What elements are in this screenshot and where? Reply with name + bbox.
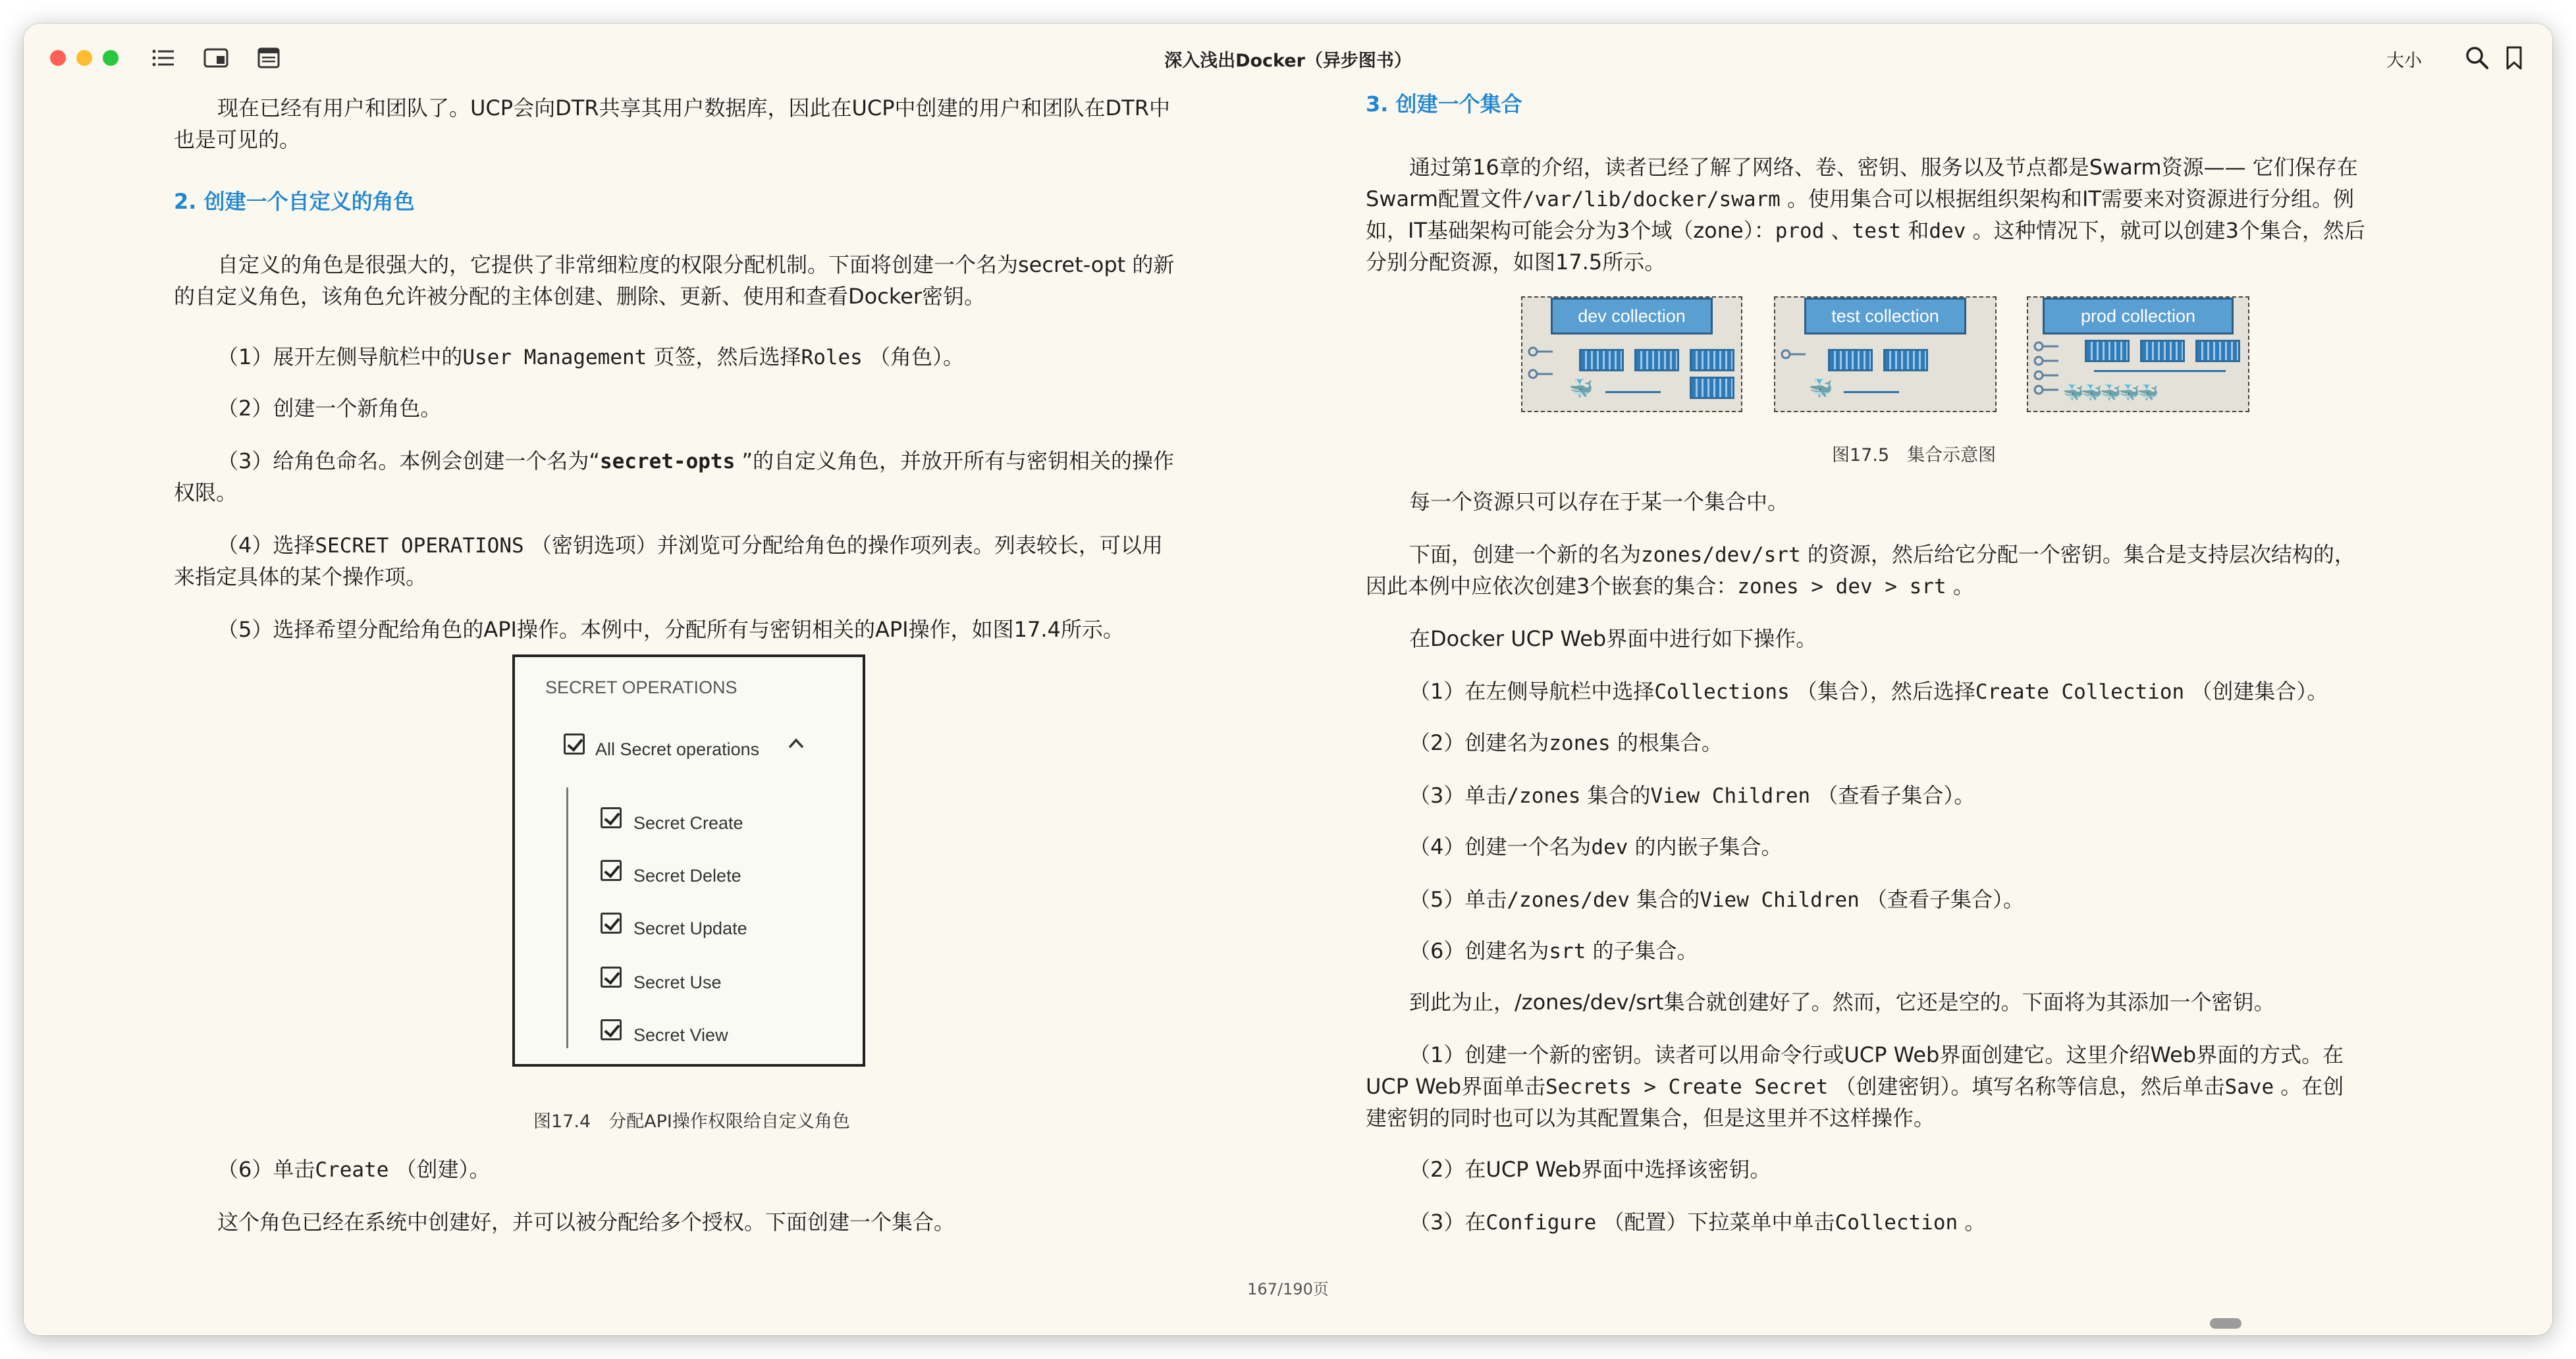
docker-whale-icon: 🐳 — [1569, 377, 1594, 400]
step-item: （1）创建一个新的密钥。读者可以用命令行或UCP Web界面创建它。这里介绍Web界面的方式。在 — [1409, 1042, 2344, 1067]
container-icon — [1883, 349, 1928, 371]
paragraph: 每一个资源只可以存在于某一个集合中。 — [1409, 489, 1789, 514]
key-icon — [1528, 346, 1554, 357]
checkbox-icon — [601, 860, 622, 881]
checkbox-label: Secret Use — [633, 973, 722, 992]
checkbox-icon — [601, 967, 622, 988]
paragraph: UCP Web界面单击Secrets > Create Secret （创建密钥）。填写名称等信息，然后单击Save 。在创 — [1366, 1074, 2344, 1099]
bookmark-icon[interactable] — [2501, 46, 2527, 70]
figure-caption: 图17.4 分配API操作权限给自定义角色 — [533, 1111, 850, 1132]
container-icon — [2140, 340, 2185, 362]
step-item: （1）在左侧导航栏中选择Collections （集合），然后选择Create Collection （创建集合）。 — [1409, 679, 2328, 704]
key-icon — [2033, 370, 2060, 381]
paragraph: 在Docker UCP Web界面中进行如下操作。 — [1409, 626, 1817, 651]
paragraph: 自定义的角色是很强大的，它提供了非常细粒度的权限分配机制。下面将创建一个名为secret-opt 的新 — [217, 252, 1175, 277]
docker-whale-icon: 🐳🐳🐳🐳🐳 — [2062, 383, 2156, 403]
step-item: （6）单击Create （创建）。 — [217, 1157, 491, 1182]
key-icon — [1781, 349, 1807, 360]
paragraph: 下面，创建一个新的名为zones/dev/srt 的资源，然后给它分配一个密钥。集合是支持层次结构的， — [1409, 542, 2355, 567]
paragraph: 因此本例中应依次创建3个嵌套的集合：zones > dev > srt 。 — [1366, 573, 1974, 599]
checkbox-label: All Secret operations — [595, 739, 760, 759]
paragraph: 如，IT基础架构可能会分为3个域（zone）：prod 、test 和dev 。这种情况下，就可以创建3个集合，然后 — [1366, 218, 2365, 243]
step-item: （5）选择希望分配给角色的API操作。本例中，分配所有与密钥相关的API操作，如图17.4所示。 — [217, 617, 1124, 642]
step-item: （4）选择SECRET OPERATIONS （密钥选项）并浏览可分配给角色的操作项列表。列表较长，可以用 — [217, 533, 1163, 558]
step-item: （4）创建一个名为dev 的内嵌子集合。 — [1409, 834, 1783, 859]
container-icon — [2085, 340, 2130, 362]
paragraph: 现在已经有用户和团队了。UCP会向DTR共享其用户数据库，因此在UCP中创建的用户和团队在DTR中 — [217, 95, 1170, 120]
step-item: （3）单击/zones 集合的View Children （查看子集合）。 — [1409, 783, 1975, 808]
step-item: （6）创建名为srt 的子集合。 — [1409, 938, 1698, 963]
prod-collection-box — [2027, 296, 2249, 412]
figure-title: SECRET OPERATIONS — [545, 678, 738, 697]
paragraph: 建密钥的同时也可以为其配置集合，但是这里并不这样操作。 — [1366, 1106, 1935, 1131]
figure-caption: 图17.5 集合示意图 — [1832, 445, 1997, 466]
container-icon — [1690, 377, 1734, 399]
step-item: （5）单击/zones/dev 集合的View Children （查看子集合）。 — [1409, 887, 2025, 912]
paragraph: 的自定义角色，该角色允许被分配的主体创建、删除、更新、使用和查看Docker密钥。 — [174, 284, 986, 309]
collection-title: test collection — [1804, 298, 1966, 334]
container-icon — [1690, 349, 1734, 371]
paragraph: 分别分配资源，如图17.5所示。 — [1366, 250, 1666, 275]
key-icon — [2033, 356, 2060, 366]
paragraph: 通过第16章的介绍，读者已经了解了网络、卷、密钥、服务以及节点都是Swarm资源—— 它们保存在 — [1409, 155, 2358, 180]
dev-collection-box — [1521, 296, 1742, 412]
checkbox-icon — [601, 1019, 622, 1040]
window-title: 深入浅出Docker（异步图书） — [1164, 51, 1412, 71]
container-icon — [2195, 340, 2240, 362]
network-icon — [1605, 391, 1661, 402]
step-item: （2）在UCP Web界面中选择该密钥。 — [1409, 1157, 1771, 1182]
title-bar — [24, 24, 2552, 92]
search-icon[interactable] — [2464, 46, 2490, 70]
key-icon — [1528, 369, 1554, 379]
section-heading: 3. 创建一个集合 — [1366, 92, 1522, 117]
font-size-button[interactable]: 大小 — [2386, 51, 2422, 71]
collection-title: prod collection — [2043, 298, 2234, 334]
checkbox-label: Secret Delete — [633, 866, 741, 886]
step-item: （2）创建一个新角色。 — [217, 396, 442, 421]
step-item: （3）给角色命名。本例会创建一个名为“secret-opts ”的自定义角色，并放开所有与密钥相关的操作 — [217, 448, 1175, 473]
container-icon — [1579, 349, 1624, 371]
scroll-indicator[interactable] — [2210, 1318, 2241, 1329]
container-icon — [1634, 349, 1679, 371]
docker-whale-icon: 🐳 — [1808, 377, 1833, 400]
paragraph: 来指定具体的某个操作项。 — [174, 564, 427, 589]
paragraph: 权限。 — [174, 480, 238, 505]
network-icon — [1844, 391, 1899, 402]
key-icon — [2033, 341, 2060, 352]
key-icon — [2033, 385, 2060, 395]
paragraph: 到此为止，/zones/dev/srt集合就创建好了。然而，它还是空的。下面将为其添加一个密钥。 — [1409, 990, 2275, 1015]
chevron-up-icon — [788, 737, 805, 749]
paragraph: 也是可见的。 — [174, 127, 301, 152]
network-icon — [2094, 370, 2226, 381]
test-collection-box — [1774, 296, 1997, 412]
section-heading: 2. 创建一个自定义的角色 — [174, 189, 415, 214]
tree-line — [566, 787, 568, 1048]
checkbox-icon — [601, 807, 622, 828]
collection-title: dev collection — [1551, 298, 1713, 334]
checkbox-label: Secret Update — [633, 919, 747, 938]
step-item: （2）创建名为zones 的根集合。 — [1409, 730, 1723, 755]
step-item: （1）展开左侧导航栏中的User Management 页签，然后选择Roles （角色）。 — [217, 344, 965, 369]
checkbox-label: Secret View — [633, 1025, 728, 1045]
page-indicator: 167/190页 — [1247, 1280, 1329, 1298]
reader-window — [24, 24, 2552, 1335]
paragraph: Swarm配置文件/var/lib/docker/swarm 。使用集合可以根据组织架构和IT需要来对资源进行分组。例 — [1366, 186, 2354, 211]
paragraph: 这个角色已经在系统中创建好，并可以被分配给多个授权。下面创建一个集合。 — [217, 1210, 955, 1235]
container-icon — [1828, 349, 1873, 371]
checkbox-label: Secret Create — [633, 813, 743, 833]
checkbox-icon — [564, 733, 585, 755]
secret-operations-figure — [512, 654, 865, 1067]
checkbox-icon — [601, 913, 622, 934]
step-item: （3）在Configure （配置）下拉菜单中单击Collection 。 — [1409, 1210, 1986, 1235]
